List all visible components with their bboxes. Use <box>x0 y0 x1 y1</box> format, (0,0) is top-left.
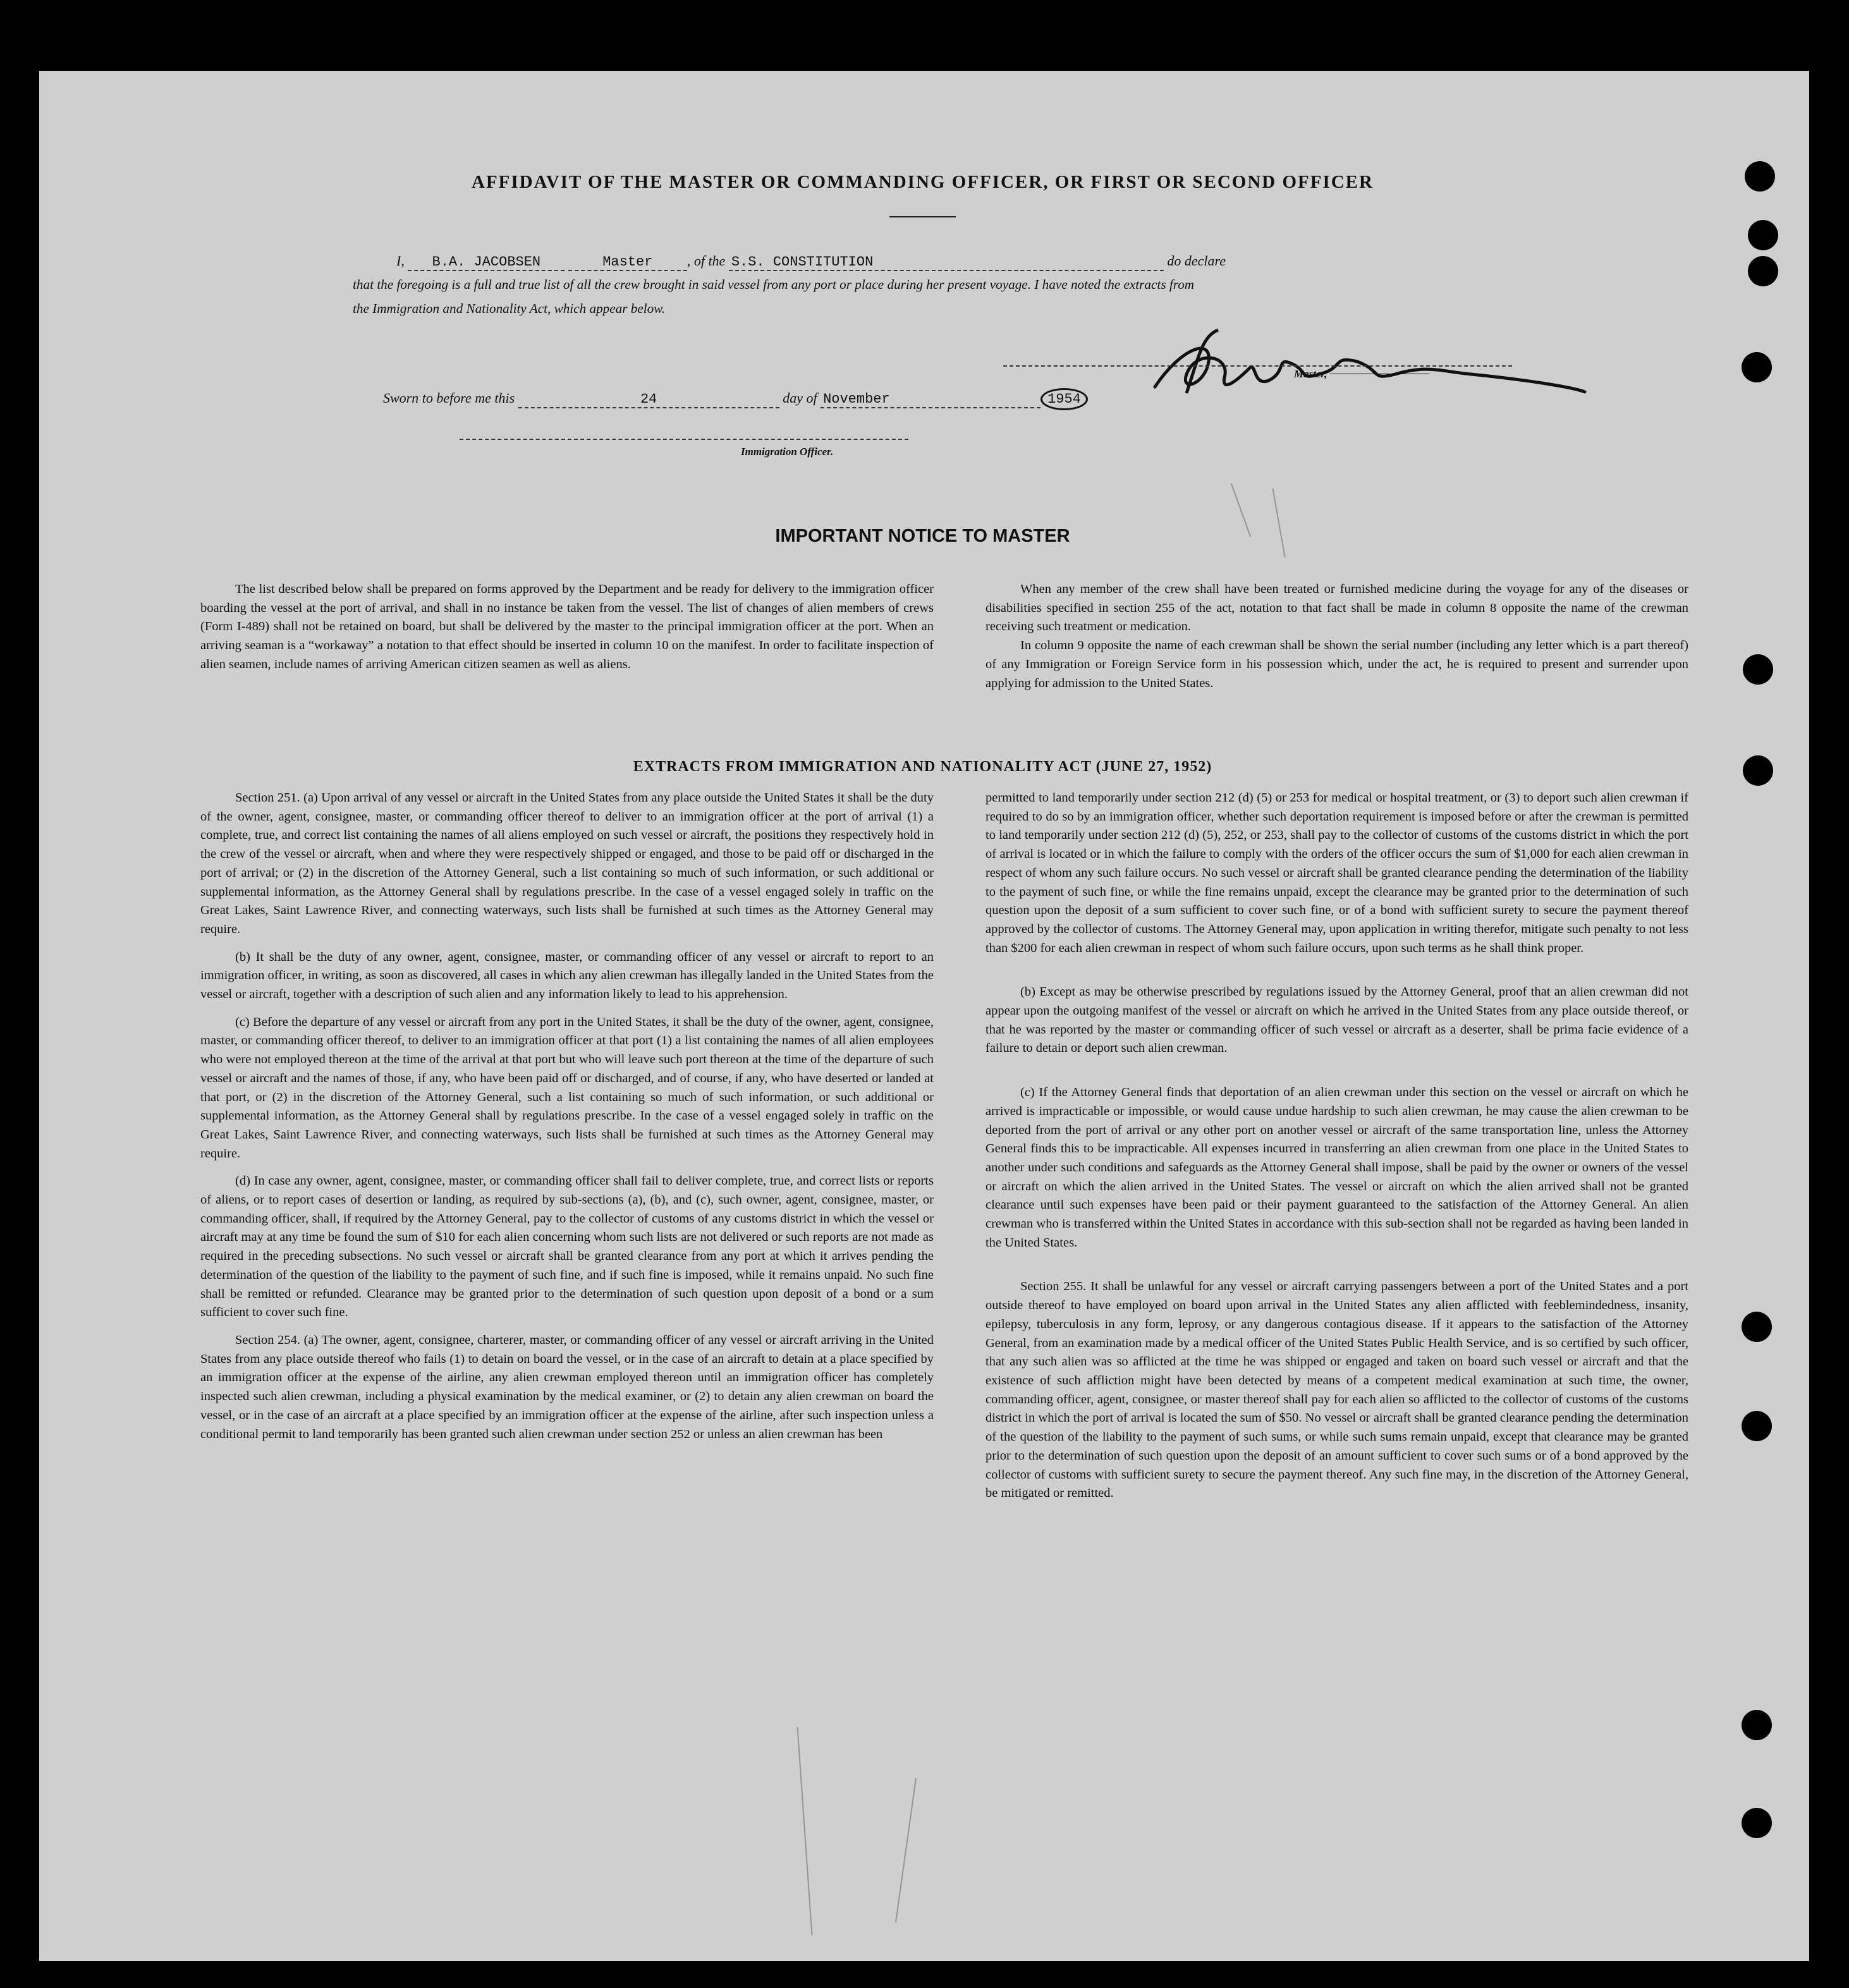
master-title-label: Master, <box>1294 368 1327 380</box>
pencil-mark <box>1272 489 1285 558</box>
binder-hole <box>1743 755 1773 786</box>
binder-hole <box>1742 1710 1772 1740</box>
vessel-name-field: S.S. CONSTITUTION <box>729 254 1164 271</box>
document-page <box>39 71 1809 1961</box>
immigration-officer-label: Immigration Officer. <box>741 446 834 458</box>
of-the-text: , of the <box>687 253 726 269</box>
sworn-day-field: 24 <box>518 391 779 408</box>
binder-hole <box>1745 161 1775 192</box>
binder-hole <box>1748 220 1778 250</box>
notice-title: IMPORTANT NOTICE TO MASTER <box>775 526 1070 546</box>
struck-out-title <box>1330 368 1430 380</box>
binder-hole <box>1742 1411 1772 1441</box>
sworn-year-field: 1954 <box>1040 388 1088 410</box>
affidavit-title: AFFIDAVIT OF THE MASTER OR COMMANDING OFFICER, OR FIRST OR SECOND OFFICER <box>472 172 1374 192</box>
pencil-mark <box>796 1727 812 1935</box>
day-of-text: day of <box>783 390 817 406</box>
sworn-prefix: Sworn to before me this <box>383 390 515 406</box>
section-251-d: (d) In case any owner, agent, consignee, master, or commanding officer shall fail to deliver complete, true, and correct lists or reports of aliens, or to report cases of desertion or landing, as required by sub-sections (a), (b), and (c), such owner, agent, consignee, master, or commanding officer, shall, if required by the Attorney General, pay to the collector of customs of any customs district in which the vessel or aircraft may at any time be found the sum of $10 for each alien concerning whom such lists are not delivered or such reports are not made as required in the preceding subsections. No such vessel or aircraft shall be granted clearance from any port at which it arrives pending the determination of the question of the liability to the payment of such fine, and if such fine is imposed, while it remains unpaid. No such fine shall be remitted or refunded. Clearance may be granted prior to the determination of such question upon deposit of a bond or a sum sufficient to cover such fine. <box>200 1174 934 1320</box>
pencil-mark <box>895 1778 917 1922</box>
binder-hole <box>1748 256 1778 286</box>
section-255: Section 255. It shall be unlawful for any vessel or aircraft carrying passengers between a port of the United States and a port outside thereof to have employed on board upon arrival in the United States any alien afflicted with feeblemindedness, insanity, epilepsy, tuberculosis in any form, leprosy, or any dangerous contagious disease. If it appears to the satisfaction of the Attorney General, from an examination made by a medical officer of the United States Public Health Service, and is so certified by such officer, that any such alien was so afflicted at the time he was shipped or engaged and taken on board such vessel or aircraft and that the existence of such affliction might have been detected by means of a competent medical examination at such time, the owner, commanding officer, agent, consignee, or master thereof shall pay for each alien so afflicted to the collector of customs of the customs district in which the port of arrival is located the sum of $50. No vessel or aircraft shall be granted clearance pending the determination of the question of the liability to the payment of such sums, or while such sums remain unpaid, except that clearance may be granted prior to the determination of such question upon the deposit of an amount sufficient to cover such sums or of a bond approved by the collector of customs with sufficient surety to secure the payment thereof. Any such fine may, in the discretion of the Attorney General, be mitigated or remitted. <box>986 1279 1688 1501</box>
declaration-line-1 <box>396 253 1226 271</box>
master-rank-field: Master <box>568 254 687 271</box>
notice-right-paragraph-2: In column 9 opposite the name of each crewman shall be shown the serial number (including any letter which is a part thereof) of any Immigration or Foreign Service form in his possession which, under the act, he is required to present and surrender upon applying for admission to the United States. <box>986 638 1688 690</box>
signature-line <box>1003 363 1512 367</box>
title-underline <box>889 216 956 217</box>
binder-hole <box>1742 352 1772 382</box>
notice-left-column <box>200 580 934 674</box>
extracts-left-column <box>200 789 934 1444</box>
sworn-line <box>383 388 1088 410</box>
section-254-c: (c) If the Attorney General finds that deportation of an alien crewman under this section on the vessel or aircraft on which he arrived is impracticable or impossible, or would cause undue hardship to such alien crewman, he may cause the alien crewman to be deported from the port of arrival or any other port on another vessel or aircraft of the same transportation line, unless the Attorney General finds this to be impracticable. All expenses incurred in transferring an alien crewman from one place in the United States to another under such conditions and safeguards as the Attorney General shall impose, shall be paid by the owner or owners of the vessel or aircraft on which the alien arrived in the United States. The vessel or aircraft on which the alien arrived shall not be granted clearance until such expenses have been paid or their payment guaranteed to the satisfaction of the Attorney General. An alien crewman who is transferred within the United States in accordance with this sub-section shall not be regarded as having been landed in the United States. <box>986 1085 1688 1250</box>
declaration-line-3: the Immigration and Nationality Act, which appear below. <box>353 301 666 316</box>
section-251-c: (c) Before the departure of any vessel or aircraft from any port in the United States, it shall be the duty of the owner, agent, consignee, master, or commanding officer thereof, to deliver to an immigration officer at that port (1) a list containing the names of all alien employees who were not employed thereon at the time of the arrival at that port but who will leave such port thereon at the time of the departure of such vessel or aircraft and the names of those, if any, who have been paid off or discharged, and of course, if any, who have deserted or landed at that port, or (2) in the discretion of the Attorney General, such a list containing so much of such information, or such additional or supplemental information, as the Attorney General shall by regulations prescribe. In the case of a vessel engaged solely in traffic on the Great Lakes, Saint Lawrence River, and connecting waterways, such lists shall be furnished at such times as the Attorney General may require. <box>200 1015 934 1161</box>
declaration-line-2: that the foregoing is a full and true list of all the crew brought in said vessel from any port or place during her present voyage. I have noted the extracts from <box>353 277 1195 292</box>
extracts-right-column <box>986 789 1688 1503</box>
section-251-a: Section 251. (a) Upon arrival of any vessel or aircraft in the United States from any place outside the United States it shall be the duty of the owner, agent, consignee, master, or commanding officer thereof to deliver to an immigration officer at the port of arrival (1) a complete, true, and correct list containing the names of all aliens employed on such vessel or aircraft, the positions they respectively hold in the crew of the vessel or aircraft, when and where they were respectively shipped or engaged, and those to be paid off or discharged in the port of arrival; or (2) in the discretion of the Attorney General, such a list containing so much of such information, or such additional or supplemental information, as the Attorney General shall by regulations prescribe. In the case of a vessel engaged solely in traffic on the Great Lakes, Saint Lawrence River, and connecting waterways, such lists shall be furnished at such times as the Attorney General may require. <box>200 791 934 936</box>
binder-hole <box>1743 654 1773 685</box>
declaration-prefix: I, <box>396 253 405 269</box>
section-251-b: (b) It shall be the duty of any owner, agent, consignee, master, or commanding officer of any vessel or aircraft to report to an immigration officer, in writing, as soon as discovered, all cases in which any alien crewman has illegally landed in the United States from the vessel or aircraft, together with a description of such alien and any information likely to lead to his apprehension. <box>200 949 934 1002</box>
binder-hole <box>1742 1808 1772 1838</box>
notice-left-paragraph: The list described below shall be prepared on forms approved by the Department and be ready for delivery to the immigration officer boarding the vessel at the port of arrival, and shall in no instance be taken from the vessel. The list of changes of alien members of crews (Form I-489) shall not be retained on board, but shall be delivered by the master to the principal immigration officer at the port. When an arriving seaman is a “workaway” a notation to that effect should be inserted in column 10 on the manifest. In order to facilitate inspection of alien seamen, include names of arriving American citizen seamen as well as aliens. <box>200 582 934 671</box>
do-declare-text: do declare <box>1167 253 1226 269</box>
section-254-a-continued: permitted to land temporarily under section 212 (d) (5) or 253 for medical or hospital treatment, or (3) to deport such alien crewman if required to do so by an immigration officer, whether such deportation requirement is imposed before or after the crewman is permitted to land temporarily under section 212 (d) (5), 252, or 253, shall pay to the collector of customs of the customs district in which the port of arrival is located or in which the failure to comply with the orders of the officer occurs the sum of $1,000 for each alien crewman in respect of whom any such failure occurs. No such vessel or aircraft shall be granted clearance pending the determination of the liability to the payment of such fine, or while the fine remains unpaid, except the clearance may be granted prior to the determination of such question upon the deposit of a sum sufficient to cover such fine, or of a bond with sufficient surety to secure the payment thereof approved by the collector of customs. The Attorney General may, upon application in writing therefor, mitigate such penalty to not less than $200 for each alien crewman in respect of whom such failure occurs, upon such terms as he shall think proper. <box>986 791 1688 955</box>
notice-right-column <box>986 580 1688 693</box>
officer-signature-line <box>460 436 908 440</box>
notice-right-paragraph-1: When any member of the crew shall have been treated or furnished medicine during the voyage for any of the diseases or disabilities specified in section 255 of the act, notation to that fact shall be made in column 8 opposite the name of the crewman receiving such treatment or medication. <box>986 582 1688 634</box>
extracts-title: EXTRACTS FROM IMMIGRATION AND NATIONALITY ACT (JUNE 27, 1952) <box>633 759 1212 775</box>
master-name-field: B.A. JACOBSEN <box>408 254 564 271</box>
sworn-month-field: November <box>821 391 1040 408</box>
section-254-b: (b) Except as may be otherwise prescribed by regulations issued by the Attorney General, proof that an alien crewman did not appear upon the outgoing manifest of the vessel or aircraft on which he arrived in the United States from any place outside thereof, or that he was reported by the master or commanding officer of such vessel or aircraft as a deserter, shall be prima facie evidence of a failure to detain or deport such alien crewman. <box>986 985 1688 1056</box>
binder-hole <box>1742 1312 1772 1342</box>
section-254-a: Section 254. (a) The owner, agent, consignee, charterer, master, or commanding officer of any vessel or aircraft arriving in the United States from any place outside thereof who fails (1) to detain on board the vessel, or in the case of an aircraft to detain at a place specified by an immigration officer at the expense of the airline, any alien crewman employed thereon until an immigration officer has completely inspected such alien crewman, including a physical examination by the medical examiner, or (2) to detain any alien crewman on board the vessel, or in the case of an aircraft at a place specified by an immigration officer at the expense of the airline, after such inspection unless a conditional permit to land temporarily has been granted such alien crewman under section 252 or unless an alien crewman has been <box>200 1332 934 1441</box>
